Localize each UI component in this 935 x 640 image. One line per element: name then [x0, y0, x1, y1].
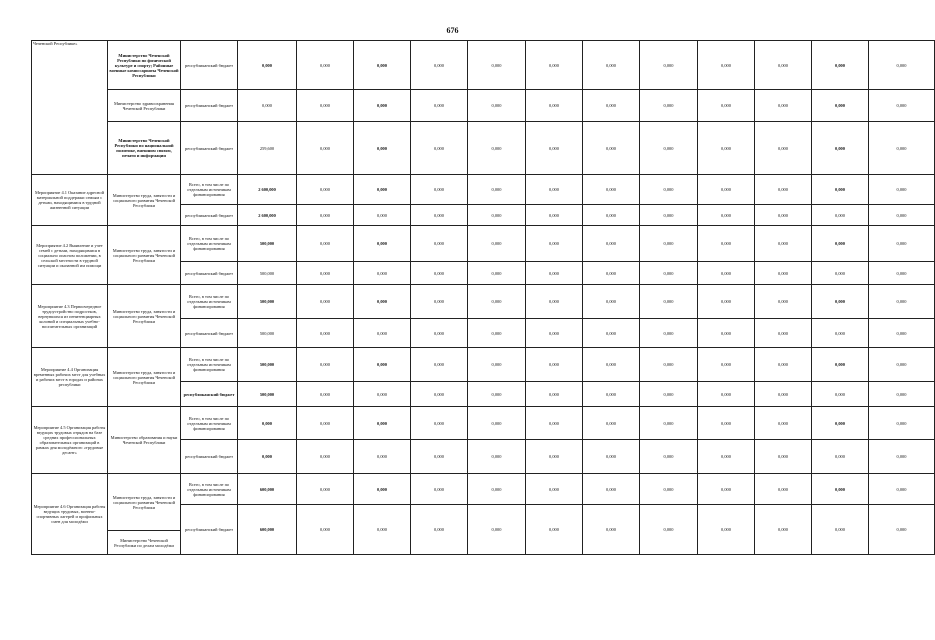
value-cell: 600,000 — [238, 474, 297, 505]
value-cell: 0,000 — [354, 382, 411, 407]
value-cell: 0,000 — [354, 41, 411, 90]
value-cell: 0,000 — [755, 226, 812, 262]
value-cell: 0,000 — [354, 407, 411, 440]
value-cell: 0,000 — [354, 122, 411, 175]
value-cell: 0,000 — [755, 262, 812, 285]
table-row — [32, 122, 935, 175]
value-cell: 0,000 — [640, 122, 698, 175]
text-cell: Всего, в том числе по отдельным источникам финансирования — [181, 474, 238, 505]
value-cell: 0,000 — [869, 474, 935, 505]
value-cell: 0,000 — [411, 205, 468, 226]
value-cell: 0,000 — [698, 205, 755, 226]
value-cell: 0,000 — [812, 41, 869, 90]
value-cell: 0,000 — [583, 226, 640, 262]
value-cell: 0,000 — [354, 262, 411, 285]
value-cell: 0,000 — [640, 407, 698, 440]
value-cell: 0,000 — [354, 474, 411, 505]
value-cell: 0,000 — [698, 440, 755, 474]
value-cell: 0,000 — [755, 382, 812, 407]
table-row — [32, 348, 935, 382]
value-cell: 0,000 — [238, 440, 297, 474]
value-cell: 0,000 — [583, 205, 640, 226]
value-cell: 0,000 — [411, 474, 468, 505]
value-cell: 0,000 — [468, 262, 526, 285]
value-cell: 0,000 — [640, 474, 698, 505]
table-row — [32, 90, 935, 122]
text-cell: республиканский бюджет — [181, 90, 238, 122]
value-cell: 0,000 — [526, 407, 583, 440]
value-cell: 0,000 — [468, 440, 526, 474]
value-cell: 0,000 — [640, 262, 698, 285]
text-cell: Мероприятие 4.1 Оказание адресной материальной поддержки семьям с детьми, находящимися в трудной жизненной ситуации — [32, 175, 108, 226]
value-cell: 0,000 — [869, 382, 935, 407]
value-cell: 0,000 — [297, 226, 354, 262]
text-cell: Всего, в том числе по отдельным источникам финансирования — [181, 285, 238, 319]
value-cell: 0,000 — [812, 205, 869, 226]
value-cell: 0,000 — [869, 407, 935, 440]
value-cell: 0,000 — [640, 285, 698, 319]
value-cell: 0,000 — [297, 382, 354, 407]
value-cell: 0,000 — [468, 205, 526, 226]
value-cell: 500,000 — [238, 285, 297, 319]
table-body — [32, 41, 935, 555]
value-cell: 0,000 — [869, 90, 935, 122]
value-cell: 0,000 — [468, 407, 526, 440]
text-cell: Министерство Чеченской Республики по физической культуре и спорту; Районные военные комиссариаты Чеченской Республики — [108, 41, 181, 90]
text-cell: Всего, в том числе по отдельным источникам финансирования — [181, 407, 238, 440]
value-cell: 0,000 — [812, 474, 869, 505]
value-cell: 0,000 — [526, 175, 583, 205]
value-cell: 500,000 — [238, 262, 297, 285]
value-cell: 0,000 — [526, 122, 583, 175]
value-cell: 0,000 — [755, 285, 812, 319]
value-cell: 0,000 — [468, 348, 526, 382]
value-cell: 0,000 — [812, 348, 869, 382]
value-cell: 500,000 — [238, 348, 297, 382]
value-cell: 0,000 — [869, 319, 935, 348]
text-cell: Министерство труда, занятости и социального развития Чеченской Республики — [108, 285, 181, 348]
value-cell: 0,000 — [869, 41, 935, 90]
value-cell: 0,000 — [698, 175, 755, 205]
value-cell: 0,000 — [812, 319, 869, 348]
value-cell: 0,000 — [698, 382, 755, 407]
value-cell: 0,000 — [640, 41, 698, 90]
text-cell: Всего, в том числе по отдельным источникам финансирования — [181, 175, 238, 205]
value-cell: 0,000 — [583, 348, 640, 382]
value-cell: 0,000 — [354, 175, 411, 205]
value-cell: 0,000 — [812, 285, 869, 319]
value-cell: 0,000 — [411, 505, 468, 555]
value-cell: 0,000 — [468, 474, 526, 505]
value-cell: 0,000 — [640, 175, 698, 205]
value-cell: 0,000 — [755, 122, 812, 175]
text-cell: Министерство здравоохранения Чеченской Республики — [108, 90, 181, 122]
text-cell: Чеченской Республике» — [32, 41, 108, 175]
value-cell: 0,000 — [583, 474, 640, 505]
text-cell: Министерство труда, занятости и социального развития Чеченской Республики — [108, 474, 181, 531]
value-cell: 0,000 — [812, 407, 869, 440]
text-cell: республиканский бюджет — [181, 41, 238, 90]
value-cell: 0,000 — [583, 262, 640, 285]
value-cell: 259,600 — [238, 122, 297, 175]
value-cell: 0,000 — [526, 440, 583, 474]
text-cell: Министерство труда, занятости и социального развития Чеченской Республики — [108, 226, 181, 285]
text-cell: Министерство труда, занятости и социального развития Чеченской Республики — [108, 175, 181, 226]
value-cell: 0,000 — [297, 122, 354, 175]
value-cell: 0,000 — [640, 382, 698, 407]
value-cell: 0,000 — [583, 285, 640, 319]
value-cell: 0,000 — [869, 205, 935, 226]
table-row — [32, 474, 935, 505]
value-cell: 0,000 — [297, 440, 354, 474]
value-cell: 500,000 — [238, 226, 297, 262]
value-cell: 0,000 — [869, 226, 935, 262]
value-cell: 0,000 — [640, 90, 698, 122]
value-cell: 0,000 — [755, 348, 812, 382]
value-cell: 0,000 — [468, 122, 526, 175]
table-row — [32, 175, 935, 205]
value-cell: 0,000 — [755, 175, 812, 205]
value-cell: 2 600,000 — [238, 205, 297, 226]
value-cell: 0,000 — [411, 122, 468, 175]
value-cell: 0,000 — [354, 285, 411, 319]
value-cell: 0,000 — [755, 407, 812, 440]
value-cell: 0,000 — [468, 505, 526, 555]
value-cell: 0,000 — [755, 440, 812, 474]
value-cell: 0,000 — [812, 122, 869, 175]
value-cell: 0,000 — [869, 348, 935, 382]
value-cell: 0,000 — [698, 90, 755, 122]
value-cell: 0,000 — [354, 226, 411, 262]
value-cell: 0,000 — [869, 262, 935, 285]
value-cell: 0,000 — [640, 226, 698, 262]
value-cell: 0,000 — [640, 205, 698, 226]
value-cell: 0,000 — [526, 226, 583, 262]
text-cell: республиканский бюджет — [181, 382, 238, 407]
value-cell: 0,000 — [583, 122, 640, 175]
value-cell: 0,000 — [468, 226, 526, 262]
value-cell: 0,000 — [526, 262, 583, 285]
value-cell: 0,000 — [583, 175, 640, 205]
value-cell: 0,000 — [354, 505, 411, 555]
value-cell: 0,000 — [583, 440, 640, 474]
value-cell: 0,000 — [411, 382, 468, 407]
value-cell: 0,000 — [468, 319, 526, 348]
value-cell: 0,000 — [238, 90, 297, 122]
value-cell: 0,000 — [526, 348, 583, 382]
value-cell: 0,000 — [238, 41, 297, 90]
value-cell: 0,000 — [812, 382, 869, 407]
value-cell: 0,000 — [411, 440, 468, 474]
table-row — [32, 285, 935, 319]
text-cell: Мероприятие 4.2 Выявление и учет семей с детьми, находящимися в социально опасном положении, в сельской местности в трудной ситуации и оказанной им помощи — [32, 226, 108, 285]
value-cell: 0,000 — [640, 505, 698, 555]
value-cell: 0,000 — [411, 348, 468, 382]
text-cell: Всего, в том числе по отдельным источникам финансирования — [181, 348, 238, 382]
value-cell: 0,000 — [698, 407, 755, 440]
value-cell: 0,000 — [526, 90, 583, 122]
text-cell: республиканский бюджет — [181, 505, 238, 555]
value-cell: 0,000 — [812, 226, 869, 262]
value-cell: 0,000 — [411, 90, 468, 122]
value-cell: 0,000 — [583, 505, 640, 555]
value-cell: 0,000 — [468, 41, 526, 90]
value-cell: 0,000 — [755, 505, 812, 555]
value-cell: 0,000 — [583, 407, 640, 440]
text-cell: Министерство труда, занятости и социального развития Чеченской Республики — [108, 348, 181, 407]
value-cell: 0,000 — [468, 90, 526, 122]
value-cell: 0,000 — [297, 262, 354, 285]
value-cell: 0,000 — [812, 440, 869, 474]
value-cell: 0,000 — [297, 505, 354, 555]
value-cell: 0,000 — [411, 262, 468, 285]
value-cell: 0,000 — [411, 407, 468, 440]
value-cell: 0,000 — [526, 285, 583, 319]
value-cell: 0,000 — [698, 348, 755, 382]
value-cell: 0,000 — [411, 41, 468, 90]
value-cell: 0,000 — [354, 348, 411, 382]
value-cell: 0,000 — [297, 41, 354, 90]
value-cell: 0,000 — [411, 226, 468, 262]
value-cell: 0,000 — [526, 41, 583, 90]
value-cell: 0,000 — [468, 382, 526, 407]
text-cell: республиканский бюджет — [181, 205, 238, 226]
value-cell: 0,000 — [526, 319, 583, 348]
value-cell: 0,000 — [297, 348, 354, 382]
text-cell: Мероприятие 4.4 Организация временных рабочих мест для учебных и рабочих мест в городах и районах республики — [32, 348, 108, 407]
value-cell: 0,000 — [583, 382, 640, 407]
value-cell: 0,000 — [411, 285, 468, 319]
value-cell: 0,000 — [354, 90, 411, 122]
value-cell: 0,000 — [869, 122, 935, 175]
text-cell: Министерство Чеченской Республики по национальной политике, внешним связям, печати и информации — [108, 122, 181, 175]
value-cell: 0,000 — [526, 474, 583, 505]
value-cell: 0,000 — [354, 319, 411, 348]
value-cell: 0,000 — [297, 407, 354, 440]
value-cell: 0,000 — [869, 285, 935, 319]
value-cell: 0,000 — [698, 262, 755, 285]
value-cell: 2 600,000 — [238, 175, 297, 205]
value-cell: 0,000 — [812, 90, 869, 122]
value-cell: 0,000 — [411, 175, 468, 205]
value-cell: 0,000 — [354, 440, 411, 474]
text-cell: Министерство Чеченской Республики по делам молодёжи — [108, 531, 181, 555]
value-cell: 600,000 — [238, 505, 297, 555]
text-cell: республиканский бюджет — [181, 440, 238, 474]
value-cell: 0,000 — [698, 505, 755, 555]
table-row — [32, 41, 935, 90]
value-cell: 0,000 — [698, 122, 755, 175]
value-cell: 0,000 — [297, 90, 354, 122]
value-cell: 0,000 — [869, 175, 935, 205]
value-cell: 0,000 — [526, 205, 583, 226]
value-cell: 0,000 — [297, 474, 354, 505]
value-cell: 0,000 — [755, 474, 812, 505]
table-row — [32, 226, 935, 262]
value-cell: 0,000 — [468, 175, 526, 205]
text-cell: республиканский бюджет — [181, 262, 238, 285]
text-cell: Мероприятие 4.5 Организация работы ведущих трудовых отрядов на базе средних профессиональных образовательных организаций в рамках дня молодёжного «трудовые десант» — [32, 407, 108, 474]
value-cell: 500,000 — [238, 319, 297, 348]
value-cell: 0,000 — [297, 319, 354, 348]
value-cell: 0,000 — [869, 505, 935, 555]
page-number: 676 — [446, 26, 459, 35]
value-cell: 0,000 — [755, 205, 812, 226]
value-cell: 0,000 — [812, 262, 869, 285]
value-cell: 0,000 — [411, 319, 468, 348]
value-cell: 0,000 — [755, 90, 812, 122]
value-cell: 0,000 — [698, 474, 755, 505]
value-cell: 0,000 — [468, 285, 526, 319]
value-cell: 0,000 — [812, 505, 869, 555]
value-cell: 0,000 — [526, 382, 583, 407]
value-cell: 0,000 — [297, 205, 354, 226]
value-cell: 0,000 — [526, 505, 583, 555]
value-cell: 500,000 — [238, 382, 297, 407]
value-cell: 0,000 — [755, 319, 812, 348]
table-row — [32, 407, 935, 440]
value-cell: 0,000 — [812, 175, 869, 205]
text-cell: Мероприятие 4.3 Первоочередное трудоустройство подростков, вернувшихся из пенитенциарных колоний и специальных учебно-воспитательных организаций — [32, 285, 108, 348]
text-cell: республиканский бюджет — [181, 319, 238, 348]
value-cell: 0,000 — [583, 90, 640, 122]
value-cell: 0,000 — [583, 319, 640, 348]
value-cell: 0,000 — [640, 348, 698, 382]
value-cell: 0,000 — [698, 41, 755, 90]
text-cell: Всего, в том числе по отдельным источникам финансирования — [181, 226, 238, 262]
value-cell: 0,000 — [238, 407, 297, 440]
value-cell: 0,000 — [755, 41, 812, 90]
value-cell: 0,000 — [698, 285, 755, 319]
text-cell: Министерство образования и науки Чеченской Республики — [108, 407, 181, 474]
value-cell: 0,000 — [297, 285, 354, 319]
value-cell: 0,000 — [354, 205, 411, 226]
value-cell: 0,000 — [698, 226, 755, 262]
value-cell: 0,000 — [297, 175, 354, 205]
value-cell: 0,000 — [869, 440, 935, 474]
value-cell: 0,000 — [583, 41, 640, 90]
value-cell: 0,000 — [640, 440, 698, 474]
value-cell: 0,000 — [640, 319, 698, 348]
text-cell: республиканский бюджет — [181, 122, 238, 175]
budget-table — [31, 40, 935, 555]
value-cell: 0,000 — [698, 319, 755, 348]
text-cell: Мероприятие 4.6 Организация работы ведущих трудовых, военно-спортивных лагерей и профильных смен для молодёжи — [32, 474, 108, 555]
